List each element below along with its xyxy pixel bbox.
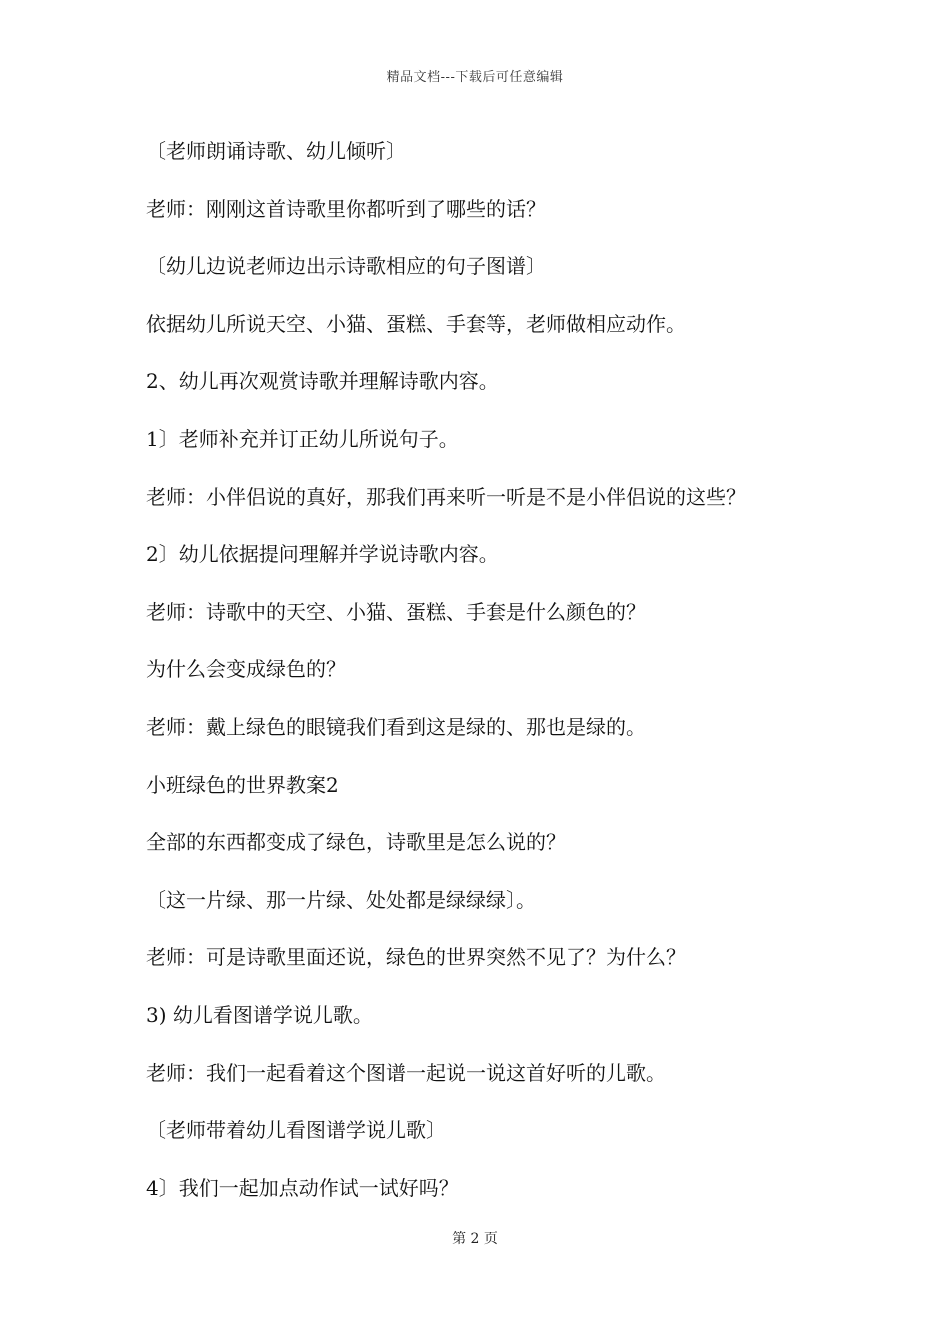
page-header: 精品文档---下载后可任意编辑 bbox=[386, 70, 564, 85]
text-line: 2〕幼儿依据提问理解并学说诗歌内容。 bbox=[146, 542, 499, 567]
document-body bbox=[146, 134, 846, 1228]
text-line: 老师：可是诗歌里面还说，绿色的世界突然不见了？为什么？ bbox=[146, 945, 686, 970]
text-line: 〔老师带着幼儿看图谱学说儿歌〕 bbox=[146, 1118, 446, 1143]
text-line: 为什么会变成绿色的？ bbox=[146, 657, 346, 682]
page-number: 第 2 页 bbox=[452, 1231, 498, 1247]
text-line: 全部的东西都变成了绿色，诗歌里是怎么说的？ bbox=[146, 830, 566, 855]
text-line: 依据幼儿所说天空、小猫、蛋糕、手套等，老师做相应动作。 bbox=[146, 311, 686, 336]
text-line: 2、幼儿再次观赏诗歌并理解诗歌内容。 bbox=[146, 369, 499, 394]
text-line: 〔幼儿边说老师边出示诗歌相应的句子图谱〕 bbox=[146, 254, 546, 279]
text-line: 老师：戴上绿色的眼镜我们看到这是绿的、那也是绿的。 bbox=[146, 714, 646, 739]
text-line: 老师：诗歌中的天空、小猫、蛋糕、手套是什么颜色的？ bbox=[146, 599, 646, 624]
text-line: 4〕我们一起加点动作试一试好吗？ bbox=[146, 1175, 459, 1200]
text-line: 老师：刚刚这首诗歌里你都听到了哪些的话？ bbox=[146, 196, 546, 221]
text-line: 3) 幼儿看图谱学说儿歌。 bbox=[146, 1002, 373, 1027]
text-line: 〔这一片绿、那一片绿、处处都是绿绿绿〕。 bbox=[146, 887, 536, 912]
text-line: 老师：小伴侣说的真好，那我们再来听一听是不是小伴侣说的这些？ bbox=[146, 484, 746, 509]
text-line: 小班绿色的世界教案2 bbox=[146, 772, 339, 797]
text-line: 老师：我们一起看着这个图谱一起说一说这首好听的儿歌。 bbox=[146, 1060, 666, 1085]
text-line: 1〕老师补充并订正幼儿所说句子。 bbox=[146, 426, 459, 451]
text-line: 〔老师朗诵诗歌、幼儿倾听〕 bbox=[146, 139, 406, 163]
